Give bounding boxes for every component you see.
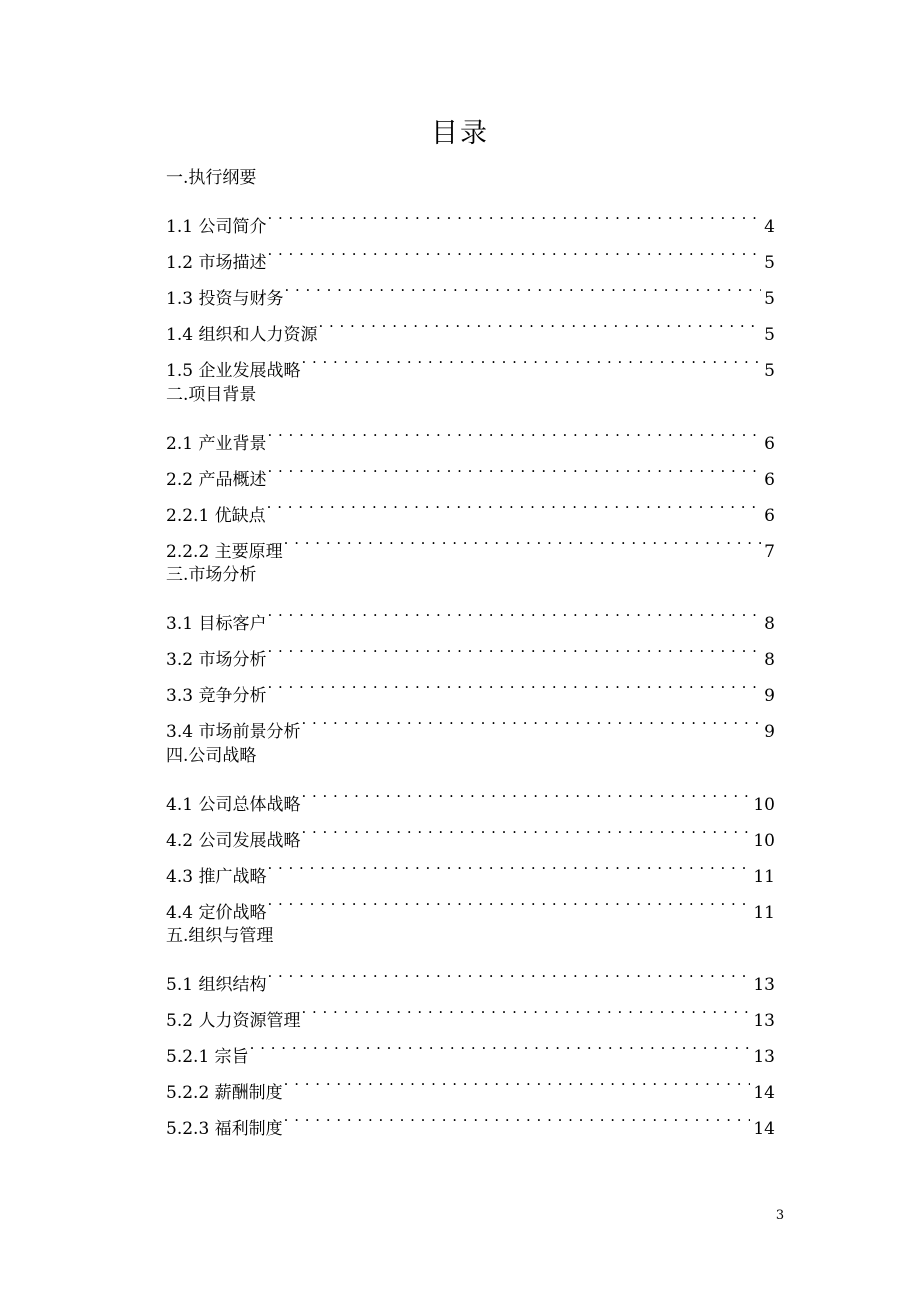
toc-entry-page-number: 6 (764, 433, 775, 454)
toc-entry-label: 3.4 市场前景分析 (166, 722, 301, 743)
toc-entry-label: 1.5 企业发展战略 (166, 361, 301, 382)
toc-entry-page-number: 10 (753, 794, 775, 815)
toc-entry-page-number: 4 (764, 217, 775, 238)
dot-leader (301, 990, 750, 1026)
dot-leader (267, 485, 762, 521)
toc-entry-label: 2.1 产业背景 (166, 433, 267, 454)
dot-leader (318, 304, 761, 340)
toc-entry-label: 2.2 产品概述 (166, 469, 267, 490)
toc-entry-page-number: 11 (753, 902, 775, 923)
toc-section-heading[interactable]: 五.组织与管理 (166, 925, 274, 946)
toc-entry-label: 5.2.2 薪酬制度 (166, 1083, 283, 1104)
toc-entry-label: 4.1 公司总体战略 (166, 794, 301, 815)
toc-entry-label: 1.3 投资与财务 (166, 289, 284, 310)
toc-entry-page-number: 14 (753, 1119, 775, 1140)
dot-leader (267, 196, 761, 232)
toc-entry-page-number: 7 (764, 541, 775, 562)
toc-entry-page-number: 9 (764, 722, 775, 743)
toc-entry-page-number: 5 (764, 253, 775, 274)
toc-entry-label: 5.1 组织结构 (166, 975, 267, 996)
toc-entry-label: 4.4 定价战略 (166, 902, 267, 923)
dot-leader (284, 1062, 751, 1098)
toc-entry-page-number: 5 (764, 361, 775, 382)
toc-entry-label: 4.2 公司发展战略 (166, 830, 301, 851)
toc-title: 目录 (431, 118, 489, 149)
toc-section-heading[interactable]: 一.执行纲要 (166, 168, 257, 188)
toc-entry-label: 3.3 竞争分析 (166, 686, 267, 707)
dot-leader (267, 882, 750, 918)
toc-entry-label: 5.2 人力资源管理 (166, 1011, 301, 1032)
dot-leader (267, 232, 761, 268)
toc-entry-page-number: 13 (753, 1047, 775, 1068)
toc-entry[interactable] (166, 1026, 775, 1068)
toc-entry-page-number: 5 (764, 325, 775, 346)
dot-leader (301, 810, 750, 846)
toc-entry-page-number: 13 (753, 1011, 775, 1032)
toc-entry-page-number: 9 (764, 686, 775, 707)
toc-entry-page-number: 13 (753, 975, 775, 996)
toc-entry[interactable] (166, 774, 775, 815)
dot-leader (267, 954, 750, 990)
toc-entry-label: 1.1 公司简介 (166, 217, 267, 238)
toc-entry[interactable] (166, 593, 775, 635)
toc-list (166, 160, 775, 1140)
toc-entry-label: 3.2 市场分析 (166, 650, 267, 671)
toc-entry-page-number: 11 (753, 866, 775, 887)
dot-leader (267, 593, 761, 629)
toc-entry[interactable] (166, 413, 775, 454)
dot-leader (267, 413, 761, 449)
toc-entry-label: 2.2.2 主要原理 (166, 541, 283, 562)
dot-leader (250, 1026, 751, 1062)
dot-leader (267, 449, 761, 485)
toc-entry[interactable] (166, 1062, 775, 1104)
dot-leader (267, 846, 750, 882)
toc-entry-label: 1.4 组织和人力资源 (166, 325, 318, 346)
toc-section-heading[interactable]: 三.市场分析 (166, 565, 257, 586)
dot-leader (301, 774, 750, 810)
toc-entry-label: 2.2.1 优缺点 (166, 505, 266, 526)
dot-leader (301, 340, 761, 376)
toc-entry-page-number: 8 (764, 614, 775, 635)
toc-entry-label: 3.1 目标客户 (166, 614, 267, 635)
toc-entry-page-number: 10 (753, 830, 775, 851)
toc-entry[interactable] (166, 196, 775, 238)
dot-leader (301, 701, 761, 737)
toc-entry-page-number: 14 (753, 1083, 775, 1104)
dot-leader (284, 268, 761, 304)
toc-section-heading[interactable]: 二.项目背景 (166, 384, 257, 405)
toc-entry[interactable] (166, 954, 775, 996)
toc-entry-label: 1.2 市场描述 (166, 253, 267, 274)
toc-entry-page-number: 6 (764, 505, 775, 526)
toc-entry-page-number: 5 (764, 289, 775, 310)
toc-entry-page-number: 8 (764, 650, 775, 671)
dot-leader (284, 1098, 751, 1134)
page-number: 3 (775, 1208, 785, 1223)
toc-entry-label: 5.2.3 福利制度 (166, 1119, 283, 1140)
toc-section-heading[interactable]: 四.公司战略 (166, 745, 257, 766)
dot-leader (267, 629, 761, 665)
dot-leader (267, 665, 761, 701)
toc-entry-label: 4.3 推广战略 (166, 866, 267, 887)
dot-leader (284, 521, 762, 557)
toc-entry-label: 5.2.1 宗旨 (166, 1047, 249, 1068)
toc-entry-page-number: 6 (764, 469, 775, 490)
